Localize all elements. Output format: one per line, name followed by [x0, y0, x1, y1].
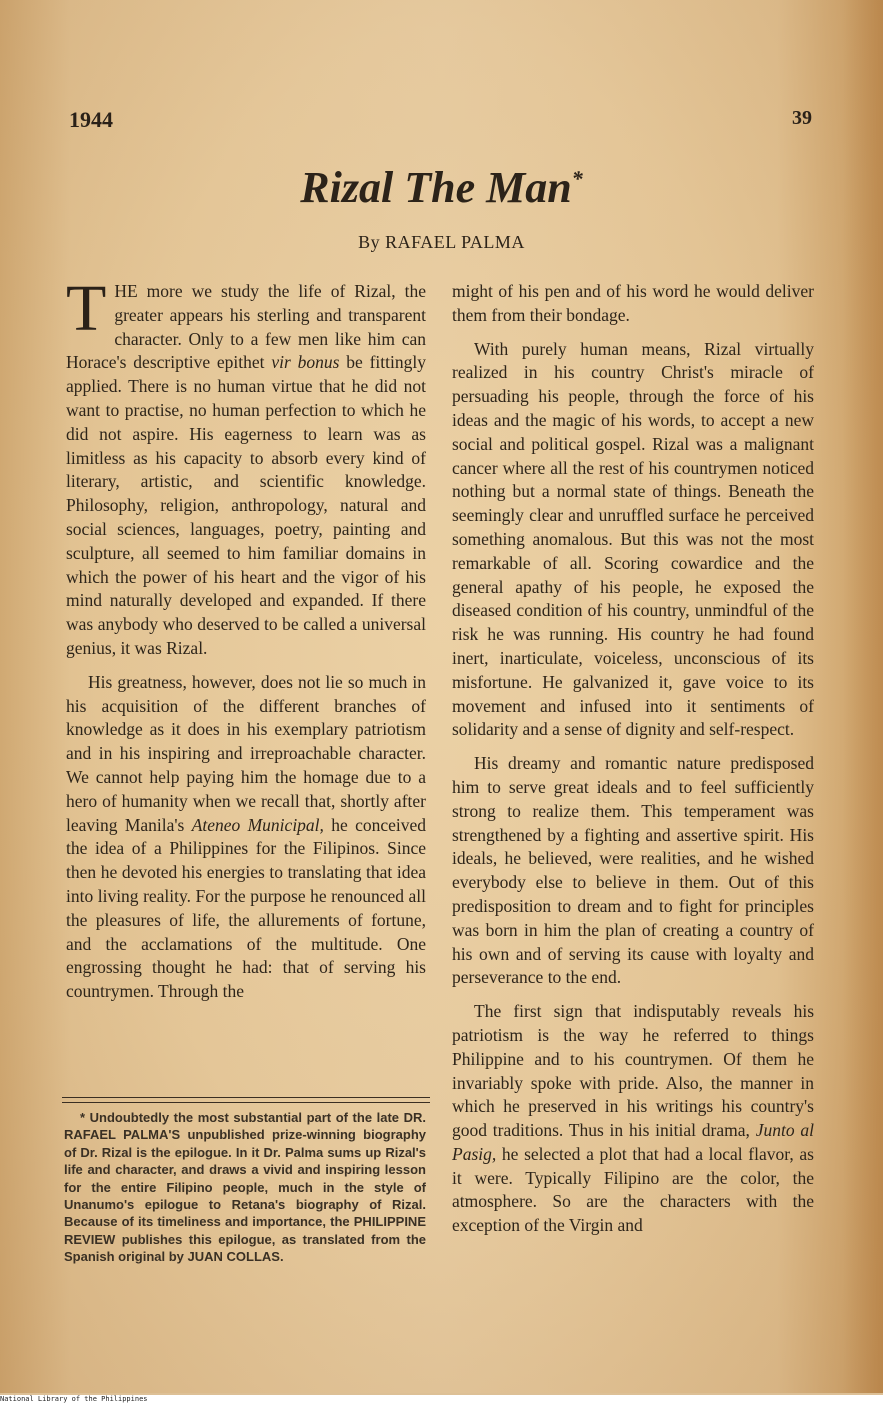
paragraph-4: His dreamy and romantic nature predisposed him to serve great ideals and to feel sufficiently strong to realize them. This temperament was strengthened by a fighting and assertive spirit. His ideals, he believed, were realities, and he wished everybody else to believe in them. Out of this predisposition to dream and to fight for principles was born in him the plan of creating a country of his own and of serving its cause with loyalty and perseverance to the end.	[452, 753, 814, 988]
paragraph-2-text: His greatness, however, does not lie so much in his acquisition of the different branches of knowledge as it does in his exemplary patriotism and in his inspiring and irreproachable character. We cannot help paying him the homage due to a hero of humanity when we recall that, shortly after leaving Manila's	[66, 671, 426, 835]
library-credit: National Library of the Philippines	[0, 1395, 883, 1403]
header-page-number: 39	[792, 107, 812, 129]
paragraph-1-text: HE more we study the life of Rizal, the greater appears his sterling and transparent character. Only to a few men like him can Horace's descriptive epithet	[66, 281, 426, 373]
paragraph-1	[66, 272, 426, 661]
footnote-divider	[62, 1097, 430, 1103]
paragraph-5-rest: he selected a plot that had a local flavor, as it were. Typically Filipino are the color, the atmosphere. So are the characters with the exception of the Virgin and	[452, 1143, 814, 1236]
left-column	[66, 272, 427, 1095]
title-footnote-mark: *	[571, 166, 583, 191]
paragraph-2-italic: Ateneo Municipal,	[191, 814, 324, 835]
paragraph-continued: might of his pen and of his word he would deliver them from their bondage.	[452, 281, 814, 325]
article-title-text: Rizal The Man	[300, 163, 572, 212]
footnote-text: * Undoubtedly the most substantial part of the late DR. RAFAEL PALMA'S unpublished prize-winning biography of Dr. Rizal is the epilogue. In it Dr. Palma sums up Rizal's life and character, and draws a vivid and inspiring lesson for the entire Filipino people, much in the style of Unanumo's epilogue to Retana's biography of Rizal. Because of its timeliness and importance, the PHILIPPINE REVIEW publishes this epilogue, as translated from the Spanish original by JUAN COLLAS.	[64, 1110, 426, 1265]
paragraph-2-rest: he conceived the idea of a Philippines for the Filipinos. Since then he devoted his energies to translating that idea into living reality. For the purpose he renounced all the pleasures of life, the allurements of fortune, and the acclamations of the multitude. One engrossing thought he had: that of serving his countrymen. Through the	[66, 814, 427, 1002]
drop-cap: T	[66, 272, 107, 345]
paragraph-1-italic: vir bonus	[271, 352, 340, 373]
footnote	[64, 1109, 426, 1266]
paragraph-5-text: The first sign that indisputably reveals his patriotism is the way he referred to things Philippine and to his countrymen. Of them he invariably spoke with pride. Also, the manner in which he preserved in his writings his country's good traditions. Thus in his initial drama,	[452, 1001, 814, 1141]
paragraph-2	[66, 671, 426, 1004]
right-column	[452, 280, 814, 1310]
paragraph-1-rest: be fittingly applied. There is no human virtue that he did not want to practise, no human perfection to which he did not aspire. His eagerness to learn was as limitless as his capacity to absorb every kind of literary, artistic, and scientific knowledge. Philosophy, religion, anthropology, natural and social sciences, languages, poetry, painting and sculpture, all seemed to him familiar domains in which the power of his heart and the vigor of his mind naturally developed and expanded. If there was anybody who deserved to be called a universal genius, it was Rizal.	[66, 352, 426, 658]
article-title	[0, 162, 883, 213]
header-year: 1944	[69, 107, 113, 132]
paragraph-3: With purely human means, Rizal virtually realized in his country Christ's miracle of persuading his people, through the force of his ideas and the magic of his words, to accept a new social and political gospel. Rizal was a malignant cancer where all the rest of his countrymen noticed nothing but a normal state of things. Beneath the seemingly clear and unruffled surface he perceived something anomalous. But this was not the most remarkable of all. Scoring cowardice and the general apathy of his people, he exposed the diseased condition of his country, unmindful of the risk he was running. His country he had found inert, inarticulate, voiceless, unconscious of its misfortune. He galvanized it, gave voice to its movement and infused into it sentiments of solidarity and a sense of dignity and self-respect.	[452, 338, 814, 740]
paragraph-5	[452, 1000, 814, 1238]
paragraph-5-italic: Junto al Pasig,	[452, 1120, 814, 1164]
article-byline: By RAFAEL PALMA	[358, 232, 525, 252]
